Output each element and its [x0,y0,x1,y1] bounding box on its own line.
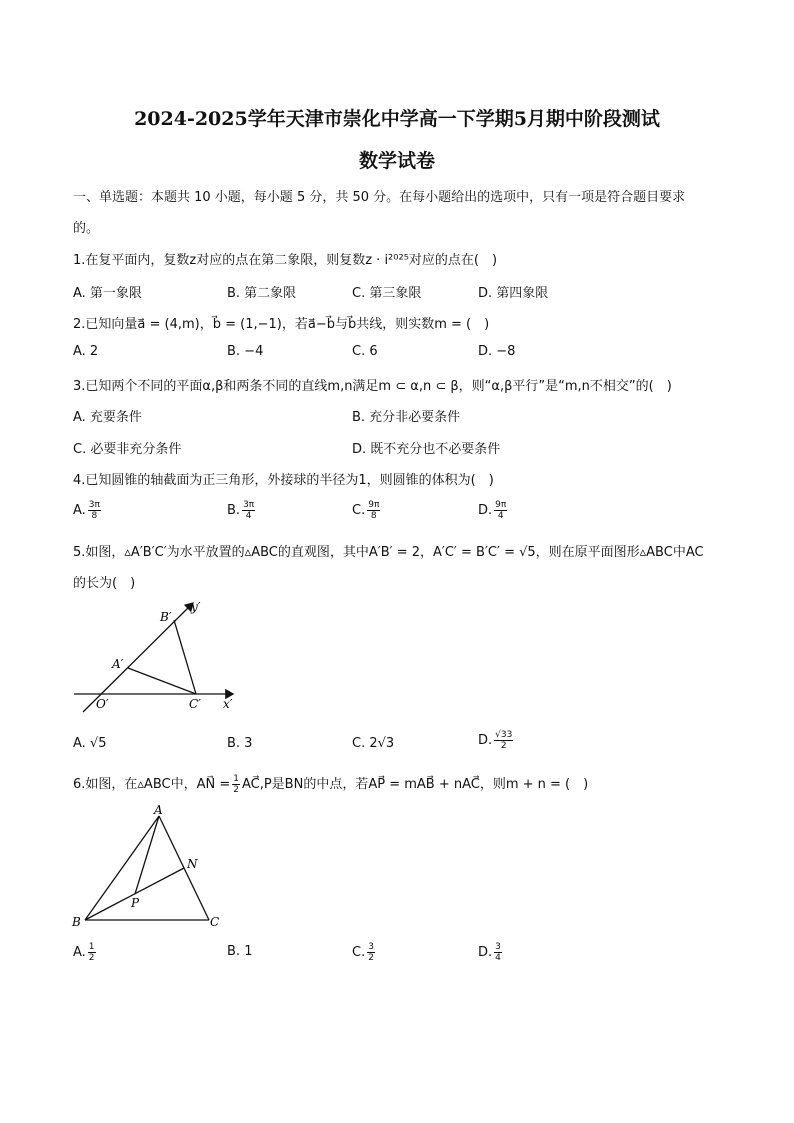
q6-option-a: A. $\frac{1}{2}$ [73,942,95,963]
q2-option-d: D. −8 [478,344,516,359]
q1-option-b: B. 第二象限 [227,286,297,301]
q5-option-d: D. $\frac{√33}{2}$ [478,730,513,751]
label-x-prime: x′ [223,697,233,711]
label-c-prime: C′ [189,697,201,711]
q5-stem-line1: 5.如图，▵A′B′C′为水平放置的▵ABC的直观图，其中A′B′ = 2，A′C′ = B′C′ = √5，则在原平面图形▵ABC中AC [73,545,704,560]
q4-option-b: B. $\frac{3\pi}{4}$ [227,500,255,521]
q3-option-c: C. 必要非充分条件 [73,442,182,457]
q6-option-d: D. $\frac{3}{4}$ [478,942,501,963]
section-heading-line2: 的。 [73,221,100,236]
q4-option-d: D. $\frac{9\pi}{4}$ [478,500,507,521]
q4-option-c: C. $\frac{9\pi}{8}$ [352,500,380,521]
label-a: A [154,803,163,817]
q4-stem: 4.已知圆锥的轴截面为正三角形，外接球的半径为1，则圆锥的体积为( ) [73,473,494,488]
q1-option-c: C. 第三象限 [352,286,422,301]
q6-stem: 6.如图，在▵ABC中，AN⃗ = $\frac{1}{2}$ AC⃗,P是BN的中点，若AP⃗ = mAB⃗ + nAC⃗，则m + n = ( ) [73,774,589,795]
label-y-prime: y′ [191,600,201,614]
label-o-prime: O′ [96,697,109,711]
q5-stem-line2: 的长为( ) [73,576,136,591]
q6-option-b: B. 1 [227,944,253,959]
side-a-c [128,668,196,694]
label-b-prime: B′ [160,610,172,624]
exam-subtitle: 数学试卷 [358,150,435,172]
q6-option-c: C. $\frac{3}{2}$ [352,942,374,963]
y-axis [83,603,193,712]
label-p: P [131,896,140,910]
q4-option-a: A. $\frac{3\pi}{8}$ [73,500,100,521]
q2-stem: 2.已知向量a⃗ = (4,m)，b⃗ = (1,−1)，若a⃗−b⃗与b⃗共线，则实数m = ( ) [73,317,490,332]
section-heading-line1: 一、单选题：本题共 10 小题，每小题 5 分，共 50 分。在每小题给出的选项中，只有一项是符合题目要求 [73,190,686,205]
q5-option-b: B. 3 [227,736,253,751]
label-a-prime: A′ [112,657,124,671]
q3-option-b: B. 充分非必要条件 [352,410,461,425]
q6-figure [70,802,230,930]
q5-option-c: C. 2√3 [352,736,395,751]
q2-option-b: B. −4 [227,344,264,359]
q1-option-d: D. 第四象限 [478,286,549,301]
label-b: B [72,915,81,929]
q3-option-a: A. 充要条件 [73,410,142,425]
q1-stem: 1.在复平面内，复数z对应的点在第二象限，则复数z · i²⁰²⁵对应的点在( ) [73,253,498,268]
label-n: N [187,857,198,871]
q5-option-a: A. √5 [73,736,107,751]
q2-option-a: A. 2 [73,344,99,359]
q2-option-c: C. 6 [352,344,378,359]
q3-stem: 3.已知两个不同的平面α,β和两条不同的直线m,n满足m ⊂ α,n ⊂ β，则“α,β平行”是“m,n不相交”的( ) [73,379,672,394]
side-a-b [85,816,159,920]
q5-figure [70,598,240,718]
q1-option-a: A. 第一象限 [73,286,142,301]
label-c: C [210,915,220,929]
q3-option-d: D. 既不充分也不必要条件 [352,442,501,457]
exam-title: 2024-2025学年天津市崇化中学高一下学期5月期中阶段测试 [134,108,660,130]
side-b-c [174,620,196,694]
segment-b-n [85,868,184,920]
